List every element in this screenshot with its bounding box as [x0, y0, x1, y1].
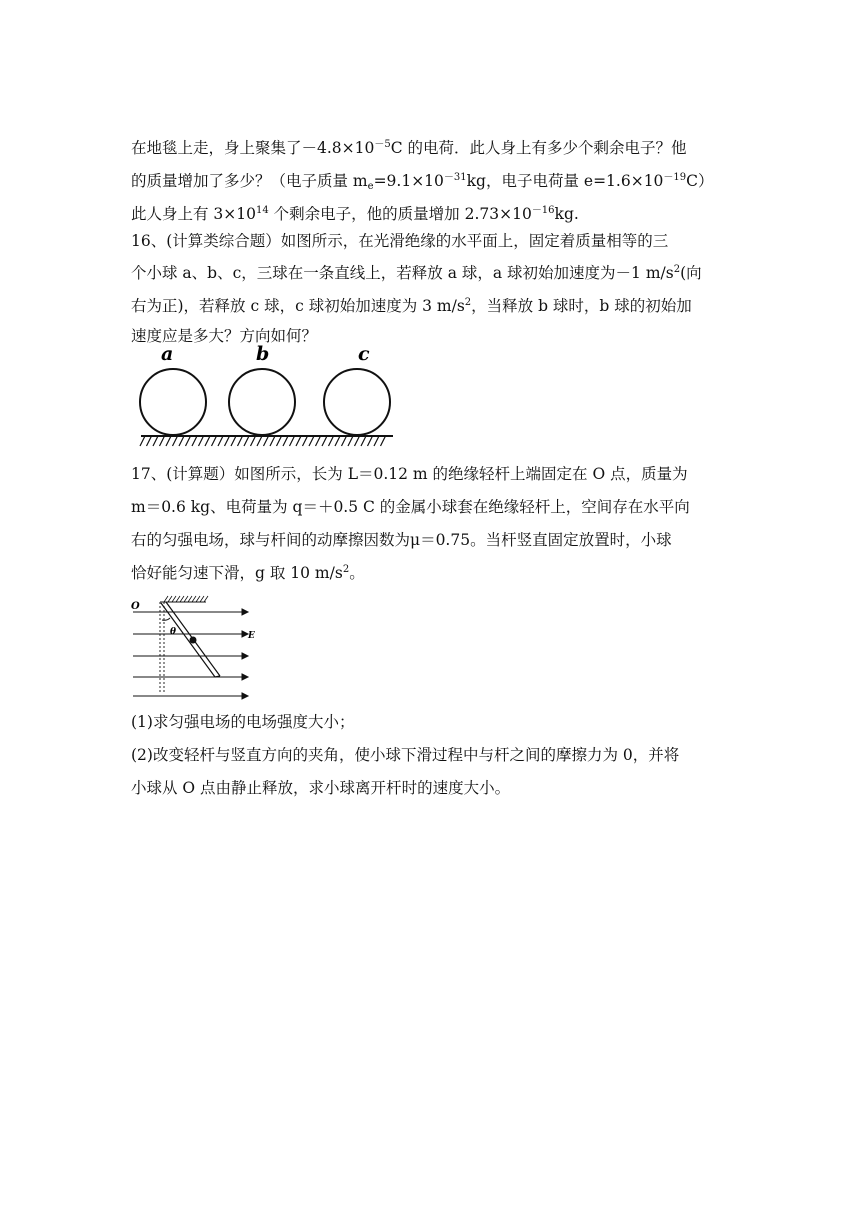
q16-text: (向 [680, 264, 702, 282]
hatch-mark [361, 436, 366, 446]
hatch-mark [212, 436, 217, 446]
hatch-mark [172, 596, 176, 602]
ball-a [140, 369, 206, 435]
answer-text: 个剩余电子，他的质量增加 2.73×10 [268, 205, 532, 223]
hatch-mark [355, 436, 360, 446]
charged-ball [190, 637, 197, 644]
q17-text: m＝0.6 kg、电荷量为 q＝＋0.5 C 的金属小球套在绝缘轻杆上，空间存在水平向 [131, 498, 690, 516]
hatch-mark [342, 436, 347, 446]
answer-text: kg. [554, 205, 579, 223]
field-arrowhead [242, 653, 248, 659]
q16-text: 16、(计算类综合题）如图所示，在光滑绝缘的水平面上，固定着质量相等的三 [131, 232, 669, 250]
hatch-mark [368, 436, 373, 446]
ceiling-hatch [164, 596, 208, 602]
field-arrowhead [242, 674, 248, 680]
hatch-mark [173, 436, 178, 446]
hatch-mark [186, 436, 191, 446]
ball-c [324, 369, 390, 435]
q17-text: 。 [349, 564, 365, 582]
q17-part-1 [131, 711, 731, 733]
exponent: －5 [374, 139, 391, 150]
hatch-mark [290, 436, 295, 446]
hatch-mark [238, 436, 243, 446]
q15-text: C） [686, 172, 714, 190]
q17-text: 恰好能匀速下滑，g 取 10 m/s [131, 564, 343, 582]
hatch-mark [188, 596, 192, 602]
hatch-mark [329, 436, 334, 446]
hatch-mark [196, 596, 200, 602]
q17-text: (1)求匀强电场的电场强度大小； [131, 713, 355, 731]
hatch-mark [160, 436, 165, 446]
ball-label-b: b [256, 343, 270, 365]
point-o-label: O [131, 601, 140, 612]
exponent: －31 [443, 172, 467, 183]
hatch-mark [200, 596, 204, 602]
hatch-mark [316, 436, 321, 446]
exponent: 2 [342, 564, 350, 575]
q17-text: 右的匀强电场，球与杆间的动摩擦因数为μ＝0.75。当杆竖直固定放置时，小球 [131, 531, 672, 549]
subscript: e [367, 181, 374, 192]
hatch-mark [270, 436, 275, 446]
q17-text: 小球从 O 点由静止释放，求小球离开杆时的速度大小。 [131, 779, 511, 797]
hatch-mark [335, 436, 340, 446]
three-balls-figure [135, 338, 400, 450]
hatch-mark [153, 436, 158, 446]
q15-text-line-1 [131, 137, 731, 159]
q16-text: 速度应是多大？方向如何？ [131, 327, 318, 345]
hatch-mark [164, 596, 168, 602]
hatch-mark [192, 436, 197, 446]
hatch-mark [277, 436, 282, 446]
q16-text: 个小球 a、b、c，三球在一条直线上，若释放 a 球，a 球初始加速度为－1 m/s [131, 264, 674, 282]
hatch-mark [374, 436, 379, 446]
field-arrowhead [242, 693, 248, 699]
hatch-mark [244, 436, 249, 446]
hatch-mark [205, 436, 210, 446]
hatch-mark [176, 596, 180, 602]
hatch-mark [180, 596, 184, 602]
ball-label-a: a [161, 343, 174, 365]
hatch-mark [251, 436, 256, 446]
hatch-mark [309, 436, 314, 446]
angle-theta-label: θ [170, 627, 177, 637]
ball-label-c: c [358, 343, 370, 365]
ball-b [229, 369, 295, 435]
hatch-mark [192, 596, 196, 602]
q15-text-line-2 [131, 170, 731, 192]
q15-text: kg，电子电荷量 e=1.6×10 [466, 172, 664, 190]
hatch-mark [179, 436, 184, 446]
field-arrowhead [242, 609, 248, 615]
hatch-mark [381, 436, 386, 446]
hatch-mark [218, 436, 223, 446]
rod-edge [161, 603, 215, 677]
q17-text: 17、(计算题）如图所示，长为 L＝0.12 m 的绝缘轻杆上端固定在 O 点，质量为 [131, 465, 688, 483]
exponent: －19 [663, 172, 687, 183]
hatch-mark [231, 436, 236, 446]
hatch-mark [296, 436, 301, 446]
hatch-mark [168, 596, 172, 602]
q15-answer [131, 203, 731, 225]
hatch-mark [199, 436, 204, 446]
q15-text: 在地毯上走，身上聚集了－4.8×10 [131, 139, 375, 157]
exponent: 14 [256, 205, 269, 216]
q17-text-line-3 [131, 529, 731, 551]
q17-text-line-4 [131, 562, 731, 584]
exponent: 2 [464, 297, 472, 308]
ground-hatch [140, 436, 386, 446]
q17-text-line-1 [131, 463, 731, 485]
rod-field-figure [128, 594, 258, 704]
hatch-mark [166, 436, 171, 446]
hatch-mark [225, 436, 230, 446]
q15-text: C 的电荷．此人身上有多少个剩余电子？他 [390, 139, 687, 157]
q16-text: 右为正)，若释放 c 球，c 球初始加速度为 3 m/s [131, 297, 465, 315]
exponent: －16 [531, 205, 555, 216]
q16-text-line-2 [131, 262, 731, 284]
q15-text: =9.1×10 [373, 172, 444, 190]
hatch-mark [303, 436, 308, 446]
hatch-mark [348, 436, 353, 446]
angle-arc [162, 618, 170, 620]
hatch-mark [204, 596, 208, 602]
hatch-mark [283, 436, 288, 446]
exponent: 2 [673, 264, 681, 275]
hatch-mark [257, 436, 262, 446]
hatch-mark [322, 436, 327, 446]
q17-text-line-2 [131, 496, 731, 518]
hatch-mark [147, 436, 152, 446]
q16-text: ，当释放 b 球时，b 球的初始加 [471, 297, 692, 315]
hatch-mark [264, 436, 269, 446]
hatch-mark [140, 436, 145, 446]
q16-text-line-1 [131, 230, 731, 252]
q15-text: 的质量增加了多少？（电子质量 m [131, 172, 368, 190]
q17-part-2-line-2 [131, 777, 731, 799]
hatch-mark [184, 596, 188, 602]
answer-text: 此人身上有 3×10 [131, 205, 256, 223]
q17-text: (2)改变轻杆与竖直方向的夹角，使小球下滑过程中与杆之间的摩擦力为 0，并将 [131, 746, 680, 764]
q17-part-2-line-1 [131, 744, 731, 766]
field-lines [133, 609, 248, 699]
field-e-label: E [248, 631, 255, 641]
q16-text-line-3 [131, 295, 731, 317]
